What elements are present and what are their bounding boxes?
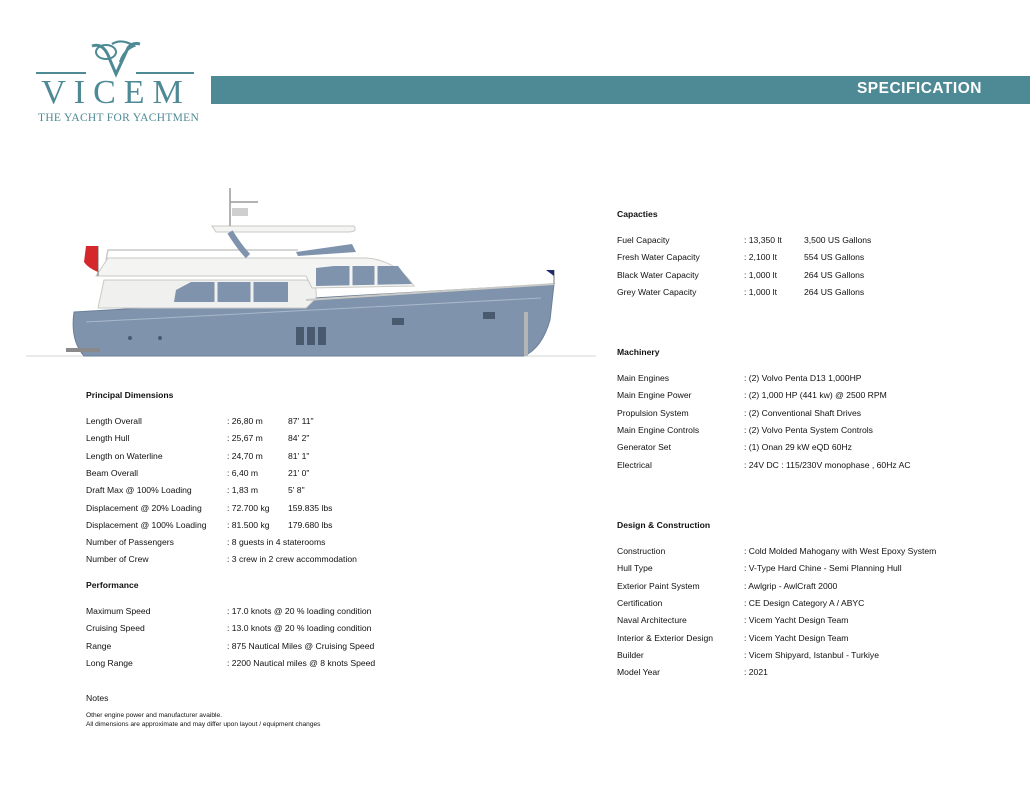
performance-label: Cruising Speed bbox=[86, 623, 145, 634]
dimensions-label: Draft Max @ 100% Loading bbox=[86, 485, 192, 496]
dimensions-metric: : 3 crew in 2 crew accommodation bbox=[227, 554, 357, 565]
design-label: Interior & Exterior Design bbox=[617, 632, 713, 643]
hull-window bbox=[318, 327, 326, 345]
machinery-value: : 24V DC : 115/230V monophase , 60Hz AC bbox=[744, 459, 911, 470]
hull-porthole bbox=[392, 318, 404, 325]
design-value: : CE Design Category A / ABYC bbox=[744, 597, 865, 608]
machinery-label: Electrical bbox=[617, 459, 652, 470]
design-label: Builder bbox=[617, 649, 644, 660]
machinery-value: : (2) Volvo Penta D13 1,000HP bbox=[744, 373, 862, 383]
salon-windows bbox=[174, 282, 288, 302]
dimensions-metric: : 24,70 m bbox=[227, 450, 263, 461]
brand-name: VICEM bbox=[41, 74, 191, 111]
performance-title: Performance bbox=[86, 580, 139, 590]
design-label: Naval Architecture bbox=[617, 615, 687, 626]
design-label: Hull Type bbox=[617, 563, 653, 574]
machinery-label: Main Engines bbox=[617, 373, 670, 383]
dimensions-imperial: 179.680 lbs bbox=[288, 519, 333, 530]
hardtop bbox=[212, 226, 355, 232]
design-label: Model Year bbox=[617, 667, 661, 678]
capacities-title: Capacties bbox=[617, 209, 658, 219]
capacities-imperial: 3,500 US Gallons bbox=[804, 235, 872, 245]
design-value: : V-Type Hard Chine - Semi Planning Hull bbox=[744, 563, 902, 574]
capacities-label: Fuel Capacity bbox=[617, 235, 670, 245]
capacities-metric: : 13,350 lt bbox=[744, 235, 782, 245]
performance-label: Range bbox=[86, 640, 112, 651]
bow-strut bbox=[524, 312, 528, 356]
performance-value: : 2200 Nautical miles @ 8 knots Speed bbox=[227, 657, 376, 668]
capacities-imperial: 264 US Gallons bbox=[804, 269, 865, 280]
capacities-label: Fresh Water Capacity bbox=[617, 252, 700, 263]
brand-tagline: THE YACHT FOR YACHTMEN bbox=[38, 112, 200, 124]
hull-porthole bbox=[483, 312, 495, 319]
design-value: : Vicem Shipyard, Istanbul - Turkiye bbox=[744, 649, 880, 660]
windscreen bbox=[296, 244, 356, 256]
notes-title: Notes bbox=[86, 693, 109, 703]
brand-logo bbox=[36, 40, 200, 130]
notes-text bbox=[86, 712, 320, 729]
machinery-label: Propulsion System bbox=[617, 407, 689, 418]
machinery-label: Generator Set bbox=[617, 442, 671, 453]
bow-flag-icon bbox=[546, 270, 554, 276]
design-value: : Cold Molded Mahogany with West Epoxy System bbox=[744, 546, 937, 556]
dimensions-label: Beam Overall bbox=[86, 467, 139, 478]
dimensions-label: Displacement @ 100% Loading bbox=[86, 519, 207, 530]
dimensions-label: Length Hull bbox=[86, 433, 130, 444]
capacities-imperial: 554 US Gallons bbox=[804, 252, 865, 263]
design-label: Certification bbox=[617, 597, 663, 608]
hull-window bbox=[307, 327, 315, 345]
dimensions-imperial: 84' 2" bbox=[288, 433, 310, 444]
machinery-value: : (2) Conventional Shaft Drives bbox=[744, 407, 862, 418]
design-value: : Awlgrip - AwlCraft 2000 bbox=[744, 580, 838, 591]
dimensions-metric: : 26,80 m bbox=[227, 416, 263, 426]
hardtop-support bbox=[230, 232, 248, 256]
stern-flag-icon bbox=[84, 246, 98, 272]
capacities-metric: : 2,100 lt bbox=[744, 252, 777, 263]
yacht-profile-illustration bbox=[26, 180, 596, 365]
dimensions-metric: : 8 guests in 4 staterooms bbox=[227, 537, 326, 548]
performance-value: : 875 Nautical Miles @ Cruising Speed bbox=[227, 640, 375, 651]
wheelhouse-windows bbox=[316, 266, 412, 286]
dimensions-imperial: 5' 8" bbox=[288, 485, 305, 496]
dimensions-label: Number of Crew bbox=[86, 554, 149, 565]
machinery-label: Main Engine Power bbox=[617, 390, 692, 401]
dimensions-metric: : 81.500 kg bbox=[227, 519, 270, 530]
dimensions-label: Number of Passengers bbox=[86, 537, 174, 548]
design-value: : Vicem Yacht Design Team bbox=[744, 632, 849, 643]
design-value: : 2021 bbox=[744, 667, 768, 678]
dimensions-metric: : 6,40 m bbox=[227, 467, 259, 478]
hull-porthole bbox=[158, 336, 162, 340]
capacities-label: Black Water Capacity bbox=[617, 269, 699, 280]
dimensions-label: Length on Waterline bbox=[86, 450, 163, 461]
capacities-metric: : 1,000 lt bbox=[744, 286, 777, 297]
capacities-label: Grey Water Capacity bbox=[617, 286, 697, 297]
dimensions-metric: : 25,67 m bbox=[227, 433, 263, 444]
dimensions-imperial: 159.835 lbs bbox=[288, 502, 333, 513]
machinery-title: Machinery bbox=[617, 347, 660, 357]
machinery-value: : (2) Volvo Penta System Controls bbox=[744, 424, 873, 435]
design-title: Design & Construction bbox=[617, 520, 711, 530]
design-value: : Vicem Yacht Design Team bbox=[744, 615, 849, 626]
radar-dome bbox=[232, 208, 248, 216]
capacities-metric: : 1,000 lt bbox=[744, 269, 777, 280]
design-label: Exterior Paint System bbox=[617, 580, 700, 591]
dimensions-imperial: 21' 0" bbox=[288, 467, 310, 478]
performance-label: Maximum Speed bbox=[86, 606, 151, 616]
banner-title: SPECIFICATION bbox=[856, 80, 982, 97]
dimensions-label: Length Overall bbox=[86, 416, 142, 426]
spec-banner bbox=[211, 76, 1030, 104]
machinery-value: : (1) Onan 29 kW eQD 60Hz bbox=[744, 442, 852, 453]
dimensions-title: Principal Dimensions bbox=[86, 390, 174, 400]
capacities-imperial: 264 US Gallons bbox=[804, 286, 865, 297]
dimensions-imperial: 81' 1" bbox=[288, 450, 310, 461]
dimensions-metric: : 1,83 m bbox=[227, 485, 259, 496]
dimensions-label: Displacement @ 20% Loading bbox=[86, 502, 202, 513]
swim-platform bbox=[66, 348, 100, 352]
machinery-label: Main Engine Controls bbox=[617, 424, 700, 435]
hull-window bbox=[296, 327, 304, 345]
note-line: Other engine power and manufacturer avaible. bbox=[86, 712, 222, 719]
dimensions-imperial: 87' 11" bbox=[288, 416, 314, 426]
performance-value: : 17.0 knots @ 20 % loading condition bbox=[227, 606, 372, 616]
machinery-value: : (2) 1,000 HP (441 kw) @ 2500 RPM bbox=[744, 390, 887, 401]
performance-label: Long Range bbox=[86, 657, 133, 668]
performance-value: : 13.0 knots @ 20 % loading condition bbox=[227, 623, 372, 634]
dimensions-metric: : 72.700 kg bbox=[227, 502, 270, 513]
hull-porthole bbox=[128, 336, 132, 340]
note-line: All dimensions are approximate and may differ upon layout / equipment changes bbox=[86, 720, 321, 728]
design-label: Construction bbox=[617, 546, 666, 556]
